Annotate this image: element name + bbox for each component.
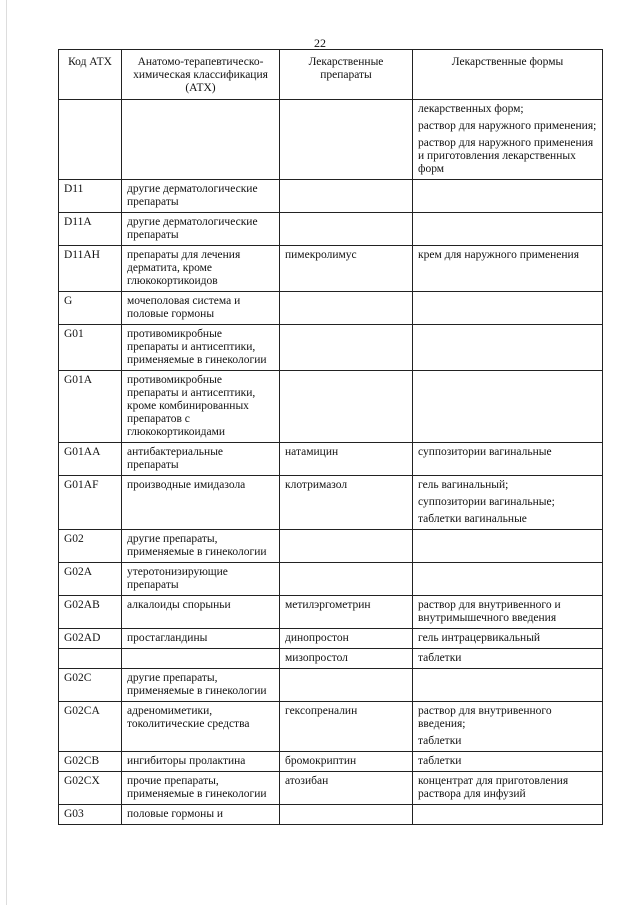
cell-classification: прочие препараты, применяемые в гинекологии	[122, 772, 280, 805]
form-entry: гель интрацервикальный	[418, 632, 541, 644]
cell-forms	[413, 702, 603, 752]
table-row	[59, 629, 603, 649]
table-row	[59, 596, 603, 629]
header-forms: Лекарственные формы	[413, 50, 603, 100]
header-classification: Анатомо-терапевтическо-химическая классификация (АТХ)	[122, 50, 280, 100]
cell-forms	[413, 629, 603, 649]
cell-classification: мочеполовая система и половые гормоны	[122, 292, 280, 325]
page-number: 22	[314, 36, 326, 50]
cell-drug	[280, 530, 413, 563]
cell-code: G01A	[59, 371, 122, 443]
table-row	[59, 563, 603, 596]
form-entry: таблетки	[418, 755, 462, 767]
table-row	[59, 669, 603, 702]
cell-forms	[413, 246, 603, 292]
form-entry: раствор для наружного применения;	[418, 120, 597, 132]
cell-classification: алкалоиды спорыньи	[122, 596, 280, 629]
form-entry: лекарственных форм;	[418, 103, 524, 115]
cell-drug	[280, 805, 413, 825]
cell-code: G02C	[59, 669, 122, 702]
cell-classification: другие препараты, применяемые в гинекологии	[122, 530, 280, 563]
cell-drug: клотримазол	[280, 476, 413, 530]
atc-drug-table	[58, 49, 603, 825]
cell-classification	[122, 100, 280, 180]
cell-drug	[280, 213, 413, 246]
header-drug: Лекарственные препараты	[280, 50, 413, 100]
cell-code: G02A	[59, 563, 122, 596]
cell-drug: гексопреналин	[280, 702, 413, 752]
cell-drug	[280, 100, 413, 180]
table-row	[59, 530, 603, 563]
form-entry: суппозитории вагинальные;	[418, 496, 555, 508]
scan-edge	[6, 0, 7, 905]
cell-classification: противомикробные препараты и антисептики, кроме комбинированных препаратов с глюкокортикоидами	[122, 371, 280, 443]
cell-code: G02AD	[59, 629, 122, 649]
cell-classification: адреномиметики, токолитические средства	[122, 702, 280, 752]
cell-classification: ингибиторы пролактина	[122, 752, 280, 772]
cell-forms	[413, 563, 603, 596]
cell-classification: другие дерматологические препараты	[122, 180, 280, 213]
cell-drug	[280, 292, 413, 325]
form-entry: таблетки вагинальные	[418, 513, 527, 525]
table-row	[59, 476, 603, 530]
cell-code: G02CB	[59, 752, 122, 772]
cell-forms	[413, 752, 603, 772]
table-row	[59, 325, 603, 371]
cell-forms	[413, 596, 603, 629]
cell-forms	[413, 100, 603, 180]
table-row	[59, 180, 603, 213]
cell-classification: другие препараты, применяемые в гинекологии	[122, 669, 280, 702]
cell-code	[59, 100, 122, 180]
cell-forms	[413, 213, 603, 246]
cell-code: G03	[59, 805, 122, 825]
cell-code: G01	[59, 325, 122, 371]
cell-forms	[413, 530, 603, 563]
cell-forms	[413, 476, 603, 530]
cell-code: G01AA	[59, 443, 122, 476]
cell-drug: натамицин	[280, 443, 413, 476]
cell-code: G	[59, 292, 122, 325]
form-entry: гель вагинальный;	[418, 479, 509, 491]
cell-code: G02CX	[59, 772, 122, 805]
cell-classification: производные имидазола	[122, 476, 280, 530]
form-entry: суппозитории вагинальные	[418, 446, 552, 458]
cell-forms	[413, 805, 603, 825]
cell-code: G01AF	[59, 476, 122, 530]
cell-drug: пимекролимус	[280, 246, 413, 292]
cell-drug: динопростон	[280, 629, 413, 649]
table-row	[59, 649, 603, 669]
cell-forms	[413, 772, 603, 805]
form-entry: раствор для наружного применения и приготовления лекарственных форм	[418, 137, 594, 175]
cell-classification: противомикробные препараты и антисептики, применяемые в гинекологии	[122, 325, 280, 371]
form-entry: таблетки	[418, 735, 462, 747]
form-entry: таблетки	[418, 652, 462, 664]
cell-classification: половые гормоны и	[122, 805, 280, 825]
table-row	[59, 772, 603, 805]
cell-drug: метилэргометрин	[280, 596, 413, 629]
cell-code: G02AB	[59, 596, 122, 629]
table-row	[59, 100, 603, 180]
table-row	[59, 292, 603, 325]
form-entry: раствор для внутривенного введения;	[418, 705, 552, 730]
table-row	[59, 246, 603, 292]
cell-code	[59, 649, 122, 669]
form-entry: раствор для внутривенного и внутримышечного введения	[418, 599, 561, 624]
cell-code: G02	[59, 530, 122, 563]
cell-drug: бромокриптин	[280, 752, 413, 772]
table-row	[59, 702, 603, 752]
table-row	[59, 371, 603, 443]
cell-drug: атозибан	[280, 772, 413, 805]
table-row	[59, 805, 603, 825]
cell-forms	[413, 180, 603, 213]
header-code: Код АТХ	[59, 50, 122, 100]
cell-classification: антибактериальные препараты	[122, 443, 280, 476]
cell-drug: мизопростол	[280, 649, 413, 669]
cell-classification: препараты для лечения дерматита, кроме глюкокортикоидов	[122, 246, 280, 292]
table-header-row	[59, 50, 603, 100]
table-row	[59, 752, 603, 772]
cell-code: G02CA	[59, 702, 122, 752]
cell-drug	[280, 325, 413, 371]
form-entry: крем для наружного применения	[418, 249, 580, 261]
cell-drug	[280, 371, 413, 443]
form-entry: концентрат для приготовления раствора для инфузий	[418, 775, 569, 800]
table-row	[59, 213, 603, 246]
cell-forms	[413, 371, 603, 443]
table-body	[59, 100, 603, 825]
cell-drug	[280, 669, 413, 702]
cell-code: D11AH	[59, 246, 122, 292]
table-row	[59, 443, 603, 476]
cell-forms	[413, 443, 603, 476]
cell-code: D11A	[59, 213, 122, 246]
cell-classification: другие дерматологические препараты	[122, 213, 280, 246]
cell-classification: утеротонизирующие препараты	[122, 563, 280, 596]
cell-forms	[413, 325, 603, 371]
cell-drug	[280, 563, 413, 596]
cell-forms	[413, 292, 603, 325]
cell-code: D11	[59, 180, 122, 213]
cell-forms	[413, 649, 603, 669]
cell-classification	[122, 649, 280, 669]
cell-classification: простагландины	[122, 629, 280, 649]
cell-forms	[413, 669, 603, 702]
cell-drug	[280, 180, 413, 213]
